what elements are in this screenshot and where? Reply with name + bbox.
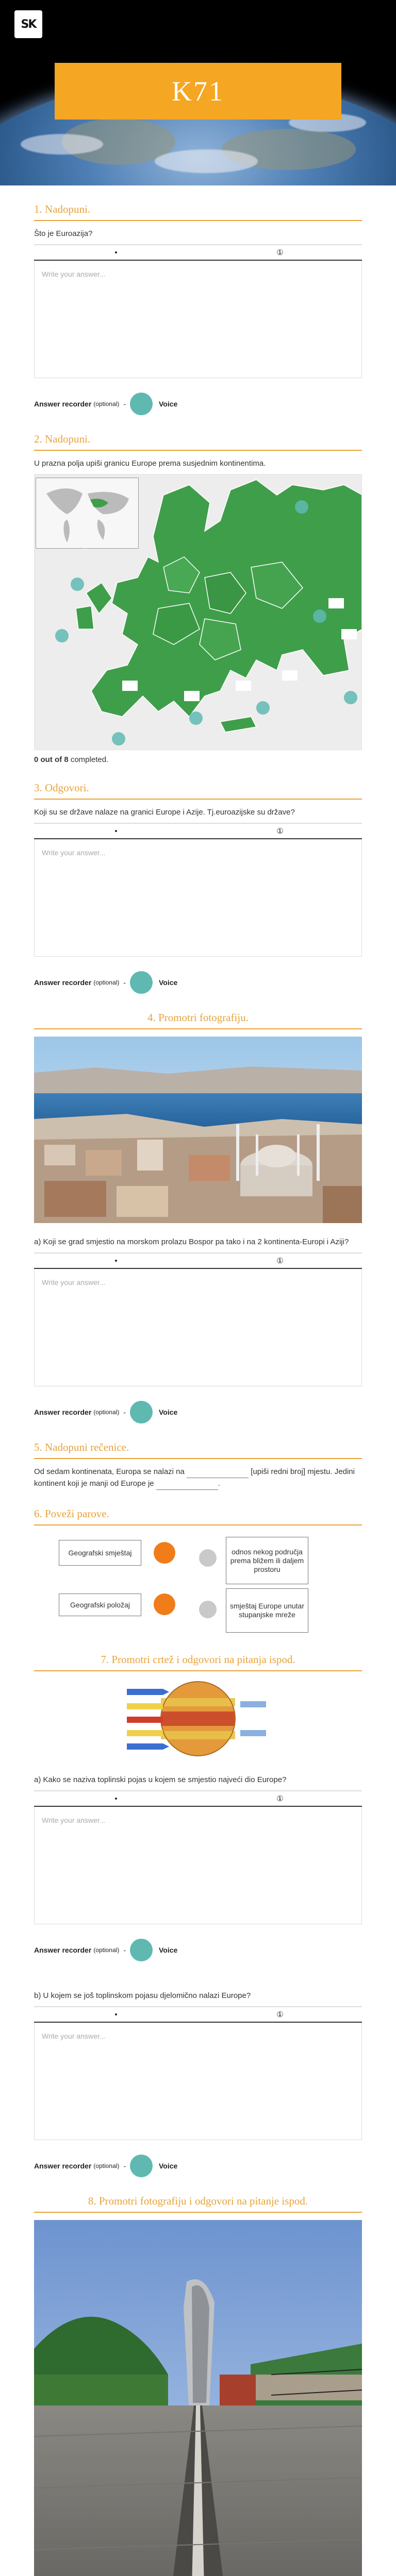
section-3-prompt: Koji su se države nalaze na granici Europe i Azije. Tj.euroazijske su države? — [34, 808, 295, 817]
map-drop-target[interactable] — [256, 701, 270, 715]
section-4 — [34, 994, 362, 1423]
match-right-item[interactable]: odnos nekog područja prema bližem ili daljem prostoru — [226, 1537, 308, 1584]
answer-textarea[interactable]: Write your answer... — [34, 1269, 362, 1386]
map-drop-target[interactable] — [55, 629, 69, 642]
voice-label: Voice — [158, 1408, 178, 1416]
numbered-list-button[interactable]: ① — [276, 1257, 284, 1265]
match-right-target[interactable] — [199, 1549, 217, 1567]
recorder-dash: - — [123, 1408, 126, 1416]
climate-zones-drawing — [34, 1679, 362, 1762]
sentence-part-3: . — [218, 1479, 220, 1488]
map-drop-target[interactable] — [112, 732, 125, 745]
answer-toolbar — [34, 1252, 362, 1269]
voice-label: Voice — [158, 400, 178, 408]
section-2 — [34, 415, 362, 764]
match-right-item[interactable]: smještaj Europe unutar stupanjske mreže — [226, 1588, 308, 1633]
section-1 — [34, 185, 362, 415]
istanbul-photo — [34, 1037, 362, 1223]
bullet-list-button[interactable]: • — [114, 826, 118, 836]
fill-in-sentences — [34, 1466, 362, 1490]
numbered-list-button[interactable]: ① — [276, 248, 284, 257]
recorder-label: Answer recorder — [34, 978, 92, 987]
record-voice-button[interactable] — [130, 1401, 153, 1423]
answer-recorder — [34, 393, 362, 415]
recorder-label: Answer recorder — [34, 1408, 92, 1416]
match-left-item[interactable]: Geografski smještaj — [59, 1540, 141, 1566]
recorder-optional: (optional) — [93, 1946, 120, 1954]
numbered-list-button[interactable]: ① — [276, 2010, 284, 2019]
recorder-dash: - — [123, 978, 126, 987]
map-drop-target[interactable] — [189, 711, 203, 725]
recorder-optional: (optional) — [93, 2162, 120, 2170]
section-8 — [34, 2177, 362, 2576]
blank-continent-input[interactable] — [156, 1478, 218, 1490]
section-7 — [34, 1636, 362, 2177]
section-6 — [34, 1490, 362, 1636]
recorder-dash: - — [123, 1946, 126, 1954]
answer-textarea[interactable]: Write your answer... — [34, 1807, 362, 1924]
europe-map — [34, 474, 362, 750]
section-5-title: 5. Nadopuni rečenice. — [34, 1441, 362, 1459]
voice-label: Voice — [158, 2162, 178, 2170]
sentence-part-2: [upiši redni broj] mjestu. Jedini kontinent koji je manji od Europe je — [34, 1467, 355, 1488]
section-1-title: 1. Nadopuni. — [34, 203, 362, 221]
map-drop-target[interactable] — [313, 609, 326, 623]
match-left-item[interactable]: Geografski položaj — [59, 1594, 141, 1616]
match-left-handle[interactable] — [154, 1594, 175, 1615]
answer-recorder — [34, 1939, 362, 1961]
section-8-title: 8. Promotri fotografiju i odgovori na pitanje ispod. — [34, 2195, 362, 2213]
recorder-optional: (optional) — [93, 979, 120, 986]
record-voice-button[interactable] — [130, 971, 153, 994]
bullet-list-button[interactable]: • — [114, 1256, 118, 1265]
section-5 — [34, 1423, 362, 1490]
section-7-prompt-a: a) Kako se naziva toplinski pojas u kojem se smjestio najveći dio Europe? — [34, 1775, 287, 1784]
recorder-dash: - — [123, 400, 126, 408]
completion-count: 0 out of 8 — [34, 755, 69, 764]
map-drop-target[interactable] — [295, 500, 308, 514]
section-4-prompt: a) Koji se grad smjestio na morskom prolazu Bospor pa tako i na 2 kontinenta-Europi i Aziji? — [34, 1238, 349, 1246]
worksheet-title-box — [55, 63, 341, 120]
answer-recorder — [34, 2155, 362, 2177]
sentence-part-1: Od sedam kontinenata, Europa se nalazi na — [34, 1467, 187, 1476]
recorder-label: Answer recorder — [34, 400, 92, 408]
completion-counter — [34, 755, 362, 764]
recorder-optional: (optional) — [93, 1409, 120, 1416]
blank-ordinal-input[interactable] — [187, 1466, 249, 1478]
section-2-title: 2. Nadopuni. — [34, 433, 362, 451]
answer-textarea[interactable]: Write your answer... — [34, 839, 362, 957]
map-drop-target[interactable] — [71, 578, 84, 591]
matching-pairs — [34, 1533, 362, 1636]
recorder-label: Answer recorder — [34, 1946, 92, 1954]
section-3 — [34, 764, 362, 994]
worksheet-title: K71 — [172, 76, 224, 107]
match-left-handle[interactable] — [154, 1542, 175, 1564]
numbered-list-button[interactable]: ① — [276, 1794, 284, 1803]
completion-suffix: completed. — [68, 755, 109, 764]
section-4-title: 4. Promotri fotografiju. — [34, 1011, 362, 1029]
answer-textarea[interactable]: Write your answer... — [34, 261, 362, 378]
bullet-list-button[interactable]: • — [114, 248, 118, 257]
answer-toolbar — [34, 244, 362, 261]
bullet-list-button[interactable]: • — [114, 2010, 118, 2019]
bullet-list-button[interactable]: • — [114, 1794, 118, 1803]
header-banner — [0, 0, 396, 185]
section-7-prompt-b: b) U kojem se još toplinskom pojasu djelomično nalazi Europe? — [34, 1991, 251, 2000]
answer-toolbar — [34, 823, 362, 839]
section-1-prompt: Što je Euroazija? — [34, 229, 93, 238]
answer-toolbar — [34, 2006, 362, 2023]
answer-textarea[interactable]: Write your answer... — [34, 2023, 362, 2140]
map-drop-target[interactable] — [344, 691, 357, 704]
recorder-label: Answer recorder — [34, 2162, 92, 2170]
recorder-dash: - — [123, 2162, 126, 2170]
app-logo: SK — [14, 10, 42, 38]
answer-toolbar — [34, 1790, 362, 1807]
answer-recorder — [34, 971, 362, 994]
section-2-prompt: U prazna polja upiši granicu Europe prema susjednim kontinentima. — [34, 459, 266, 468]
voice-label: Voice — [158, 1946, 178, 1954]
record-voice-button[interactable] — [130, 2155, 153, 2177]
answer-recorder — [34, 1401, 362, 1423]
voice-label: Voice — [158, 978, 178, 987]
greenwich-meridian-photo — [34, 2220, 362, 2576]
record-voice-button[interactable] — [130, 393, 153, 415]
match-right-target[interactable] — [199, 1601, 217, 1618]
section-3-title: 3. Odgovori. — [34, 782, 362, 800]
section-7-title: 7. Promotri crtež i odgovori na pitanja ispod. — [34, 1653, 362, 1671]
record-voice-button[interactable] — [130, 1939, 153, 1961]
world-inset-map — [36, 478, 139, 549]
numbered-list-button[interactable]: ① — [276, 827, 284, 836]
section-6-title: 6. Poveži parove. — [34, 1507, 362, 1526]
recorder-optional: (optional) — [93, 400, 120, 408]
